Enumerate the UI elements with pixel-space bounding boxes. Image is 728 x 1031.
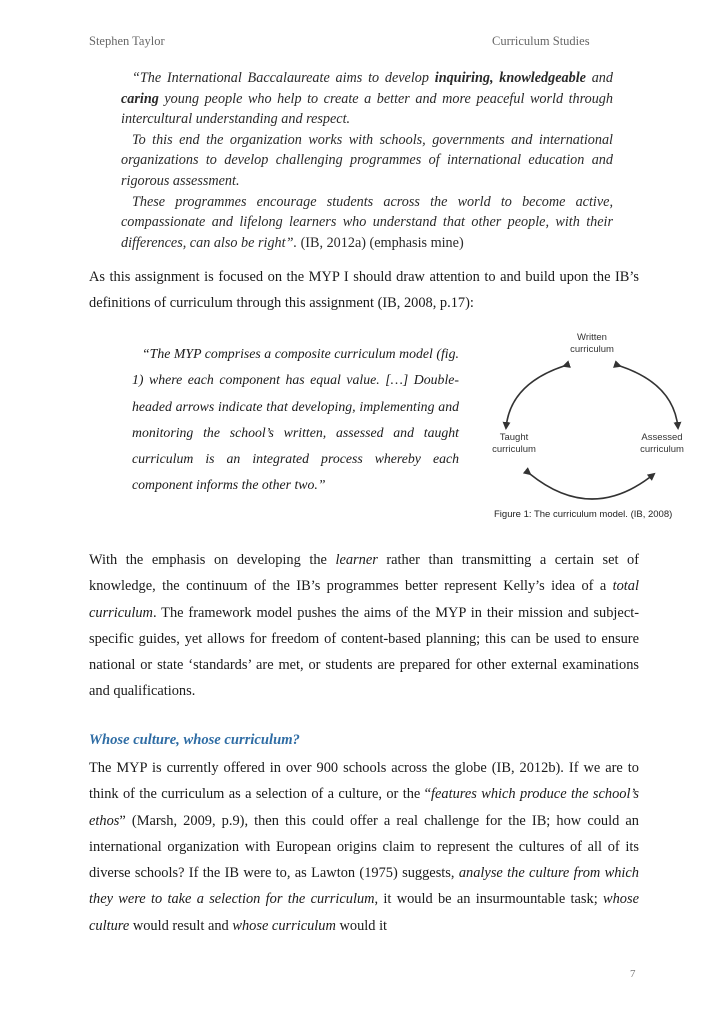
arrow-taught-assessed	[530, 474, 654, 499]
page-number: 7	[630, 968, 636, 980]
emphasis-caring: caring	[121, 90, 159, 107]
mission-quote-p2: To this end the organization works with schools, governments and international organizations to develop challenging programmes of international education and rigorous assessment.	[121, 131, 613, 189]
arrow-written-assessed	[620, 366, 678, 428]
mission-quote-p3: These programmes encourage students across the world to become active, compassionate and lifelong learners who understand that other people, with their differences, can also be right”. (IB, 2012a) (emphasis mine)	[121, 193, 613, 251]
mission-quote-p1: “The International Baccalaureate aims to develop inquiring, knowledgeable and caring young people who help to create a better and more peaceful world through intercultural understanding and respect.	[121, 70, 613, 128]
figure-caption: Figure 1: The curriculum model. (IB, 2008)	[494, 509, 673, 520]
header-author: Stephen Taylor	[89, 34, 165, 48]
mission-citation: (IB, 2012a) (emphasis mine)	[297, 234, 464, 251]
label-written-curriculum: Written curriculum	[570, 332, 614, 355]
myp-quote: “The MYP comprises a composite curriculum model (fig. 1) where each component has equal value. […] Double-headed arrows indicate that developing, implementing and monitoring the school’s written, assessed and taught curriculum is an integrated process whereby each component informs the other two.”	[132, 346, 459, 493]
header-course: Curriculum Studies	[492, 34, 590, 48]
emphasis-inquiring: inquiring, knowledgeable	[434, 70, 586, 86]
paragraph-culture: The MYP is currently offered in over 900 schools across the globe (IB, 2012b). If we are to think of the curriculum as a selection of a culture, or the “features which produce the school’s ethos” (Marsh, 2009, p.9), then this could offer a real challenge for the IB; how could an international organization with European origins claim to represent the cultures of all of its diverse schools? If the IB were to, as Lawton (1975) suggests, analyse the culture from which they were to take a selection for the curriculum, it would be an insurmountable task; whose culture would result and whose curriculum would it	[89, 760, 639, 934]
label-assessed-curriculum: Assessed curriculum	[640, 432, 684, 455]
curriculum-cycle-diagram	[478, 326, 693, 526]
paragraph-emphasis: With the emphasis on developing the learner rather than transmitting a certain set of knowledge, the continuum of the IB’s programmes better represent Kelly’s idea of a total curriculum. The framework model pushes the aims of the MYP in their mission and subject-specific guides, yet allows for freedom of content-based planning; this can be used to ensure national or state ‘standards’ are met, or students are prepared for other external examinations and qualifications.	[89, 552, 639, 700]
paragraph-intro: As this assignment is focused on the MYP I should draw attention to and build upon the IB’s definitions of curriculum through this assignment (IB, 2008, p.17):	[89, 269, 639, 312]
section-heading: Whose culture, whose curriculum?	[89, 732, 300, 748]
arrow-written-taught	[506, 366, 564, 428]
label-taught-curriculum: Taught curriculum	[492, 432, 536, 455]
mission-quote	[121, 68, 613, 253]
curriculum-model-figure	[478, 326, 693, 526]
